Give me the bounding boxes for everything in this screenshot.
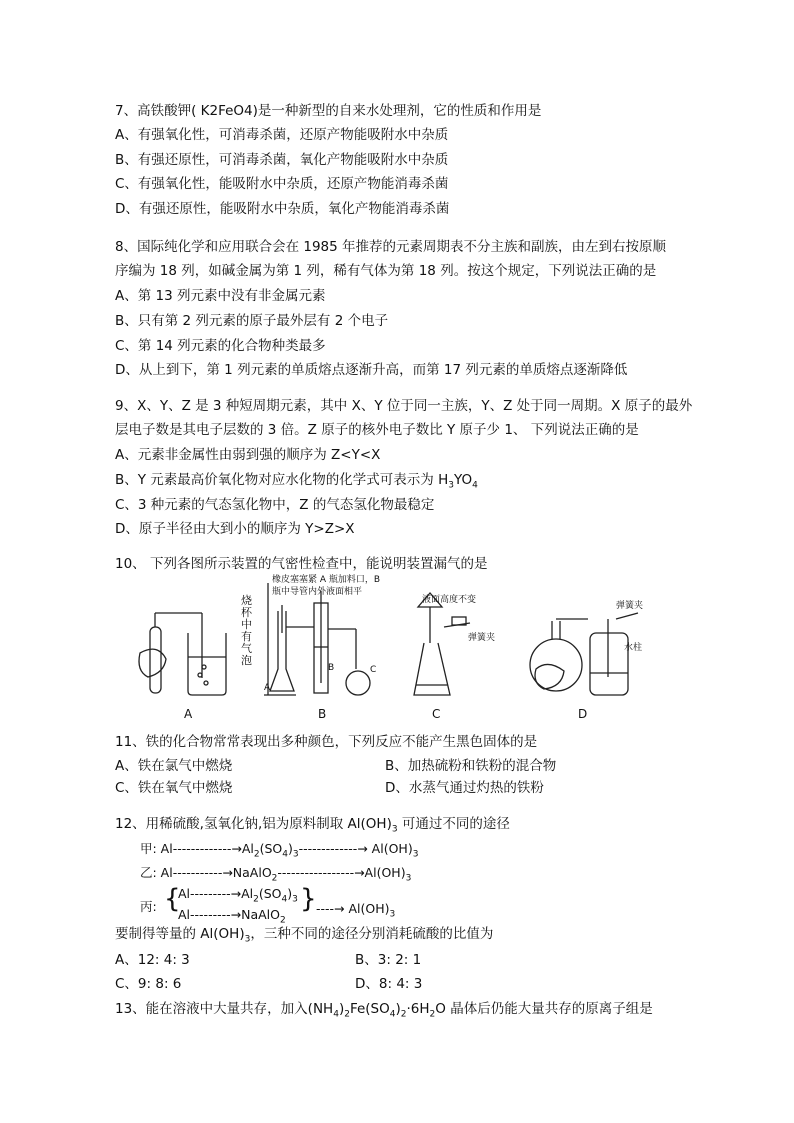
- q12-route-bing-end: ----→ $Al(OH)_3$: [316, 901, 396, 920]
- q12-stem: 12、用稀硫酸,氢氧化钠,铝为原料制取 $Al(OH)_3$ 可通过不同的途径: [115, 816, 510, 835]
- q11-option-b: B、加热硫粉和铁粉的混合物: [385, 758, 557, 774]
- q12-route-bing-label: 丙:: [140, 899, 157, 914]
- q8-stem-line1: 8、国际纯化学和应用联合会在 1985 年推荐的元素周期表不分主族和副族，由左到右按原顺: [115, 239, 667, 255]
- q7-option-a: A、有强氧化性，可消毒杀菌，还原产物能吸附水中杂质: [115, 127, 449, 143]
- q10-stem: 10、 下列各图所示装置的气密性检查中，能说明装置漏气的是: [115, 556, 488, 572]
- q7-option-c: C、有强氧化性，能吸附水中杂质，还原产物能消毒杀菌: [115, 176, 449, 192]
- figure-label-d: D: [578, 707, 588, 721]
- test-tube-a: [150, 627, 161, 693]
- hand-a: [139, 649, 166, 677]
- figure-c-label1: 液面高度不变: [422, 595, 477, 605]
- q8-option-a: A、第 13 列元素中没有非金属元素: [115, 288, 326, 304]
- q12-route-bing-line2: Al---------→NaAlO$_2$: [178, 907, 286, 926]
- q9-stem-line1: 9、X、Y、Z 是 3 种短周期元素，其中 X、Y 位于同一主族，Y、Z 处于同一周期。X 原子的最外: [115, 398, 693, 414]
- figure-d-label1: 弹簧夹: [616, 601, 644, 611]
- q7-option-d: D、有强还原性，能吸附水中杂质，氧化产物能消毒杀菌: [115, 201, 450, 217]
- q12-question: 要制得等量的 $Al(OH)_3$，三种不同的途径分别消耗硫酸的比值为: [115, 926, 494, 945]
- figure-b-caption-line1: 橡皮塞塞紧 A 瓶加料口，B: [272, 575, 381, 585]
- q8-option-c: C、第 14 列元素的化合物种类最多: [115, 338, 326, 354]
- q9-option-d: D、原子半径由大到小的顺序为 Y>Z>X: [115, 521, 355, 537]
- figure-label-c: C: [432, 707, 441, 721]
- q12-option-b: B、3: 2: 1: [355, 952, 422, 968]
- beaker-a: [188, 633, 226, 695]
- q8-stem-line2: 序编为 18 列，如碱金属为第 1 列，稀有气体为第 18 列。按这个规定，下列说法正确的是: [115, 263, 657, 279]
- figure-label-a: A: [184, 707, 193, 721]
- figure-b-caption-line2: 瓶中导管内外液面相平: [272, 587, 363, 597]
- q9-option-c: C、3 种元素的气态氢化物中，Z 的气态氢化物最稳定: [115, 497, 435, 513]
- q12-route-yi: 乙: $Al-----------\to NaAlO_2-----------------\to Al(OH)_3$: [140, 865, 412, 884]
- q9-option-b: B、Y 元素最高价氧化物对应水化物的化学式可表示为 $H_3YO_4$: [115, 472, 478, 491]
- q12-option-a: A、12: 4: 3: [115, 952, 190, 968]
- q11-option-a: A、铁在氯气中燃烧: [115, 758, 233, 774]
- q12-route-jia: 甲: $Al-------------\to Al_2(SO_4)_3-------------\to Al(OH)_3$: [140, 841, 419, 860]
- q13-stem: 13、能在溶液中大量共存，加入$(NH_4)_2Fe(SO_4)_2\cdot 6H_2O$ 晶体后仍能大量共存的原离子组是: [115, 1001, 653, 1020]
- q12-option-d: D、8: 4: 3: [355, 976, 423, 992]
- conical-flask-c: [414, 643, 450, 695]
- q7-option-b: B、有强还原性，可消毒杀菌，氧化产物能吸附水中杂质: [115, 152, 449, 168]
- q9-option-a: A、元素非金属性由弱到强的顺序为 Z<Y<X: [115, 447, 381, 463]
- left-brace: {: [164, 884, 181, 914]
- figure-c-label2: 弹簧夹: [468, 633, 496, 643]
- flask-a-letter: A: [264, 683, 271, 693]
- hand-d: [535, 664, 564, 689]
- apparatus-drawing: [118, 573, 658, 723]
- q8-option-b: B、只有第 2 列元素的原子最外层有 2 个电子: [115, 313, 389, 329]
- q11-stem: 11、铁的化合物常常表现出多种颜色，下列反应不能产生黑色固体的是: [115, 734, 538, 750]
- figure-a-label: 烧杯中有气泡: [241, 594, 252, 667]
- q11-option-d: D、水蒸气通过灼热的铁粉: [385, 780, 544, 796]
- q9-stem-line2: 层电子数是其电子层数的 3 倍。Z 原子的核外电子数比 Y 原子少 1、 下列说法正确的是: [115, 422, 639, 438]
- q11-option-c: C、铁在氧气中燃烧: [115, 780, 233, 796]
- q12-route-bing-line1: $Al---------\to Al_2(SO_4)_3$: [178, 886, 298, 905]
- q8-option-d: D、从上到下，第 1 列元素的单质熔点逐渐升高，而第 17 列元素的单质熔点逐渐降低: [115, 362, 628, 378]
- right-brace: }: [300, 884, 317, 914]
- q12-option-c: C、9: 8: 6: [115, 976, 182, 992]
- q7-stem: 7、高铁酸钾( K2FeO4)是一种新型的自来水处理剂，它的性质和作用是: [115, 103, 542, 119]
- flask-c-letter: C: [370, 665, 377, 675]
- bottle-d: [590, 633, 628, 695]
- figure-label-b: B: [318, 707, 327, 721]
- apparatus-figure: [118, 573, 658, 723]
- flask-b-c: [346, 671, 370, 695]
- figure-d-label2: 水柱: [624, 643, 643, 653]
- flask-b-letter: B: [328, 663, 335, 673]
